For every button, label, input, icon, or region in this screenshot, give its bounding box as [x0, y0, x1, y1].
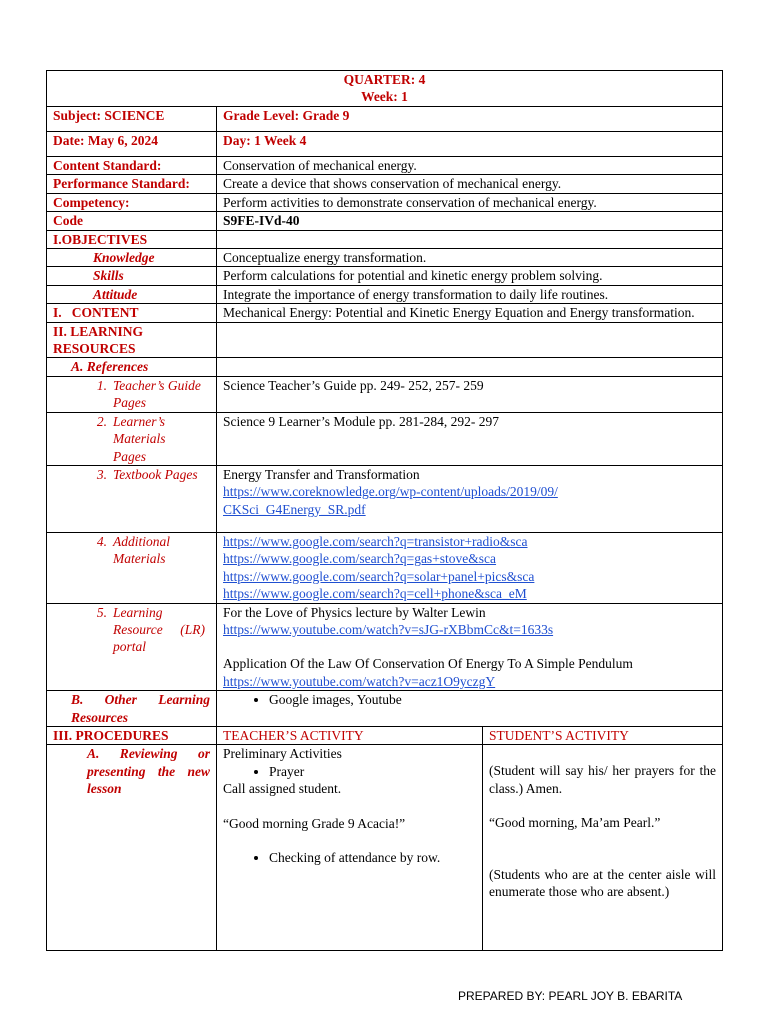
learning-resources-heading: II. LEARNING RESOURCES: [47, 322, 217, 358]
teachers-guide-value: Science Teacher’s Guide pp. 249- 252, 257- 259: [217, 376, 723, 412]
knowledge-label: Knowledge: [47, 249, 217, 267]
procedures-header-row: [47, 726, 723, 744]
date-cell: Date: May 6, 2024: [47, 132, 217, 157]
textbook-row: [47, 465, 723, 532]
additional-label: Additional Materials: [113, 533, 170, 567]
code-label: Code: [47, 212, 217, 230]
learning-resources-row: [47, 322, 723, 358]
learners-materials-value: Science 9 Learner’s Module pp. 281-284, 292- 297: [217, 412, 723, 465]
lesson-plan-table: [46, 70, 723, 951]
additional-num: 4.: [96, 533, 107, 549]
subject-row: [47, 107, 723, 132]
prayer-item: • Prayer: [269, 763, 476, 780]
prelim-activities: Preliminary Activities: [223, 746, 342, 762]
lr-portal-link2[interactable]: https://www.youtube.com/watch?v=acz1O9yczgY: [223, 673, 496, 689]
lr-portal-num: 5.: [96, 604, 107, 620]
student-absent: (Students who are at the center aisle will enumerate those who are absent.): [489, 866, 717, 899]
content-standard-value: Conservation of mechanical energy.: [217, 157, 723, 175]
teacher-greeting: “Good morning Grade 9 Acacia!”: [223, 815, 406, 831]
procedures-heading: III. PROCEDURES: [47, 726, 217, 744]
lr-portal-row: [47, 603, 723, 691]
content-value: Mechanical Energy: Potential and Kinetic Energy Equation and Energy transformation.: [217, 304, 723, 322]
skills-label: Skills: [47, 267, 217, 285]
objectives-heading: I.OBJECTIVES: [47, 230, 217, 248]
attendance-item: • Checking of attendance by row.: [269, 849, 476, 866]
competency-row: [47, 193, 723, 211]
additional-link-2[interactable]: https://www.google.com/search?q=gas+stove&sca: [223, 551, 497, 567]
student-activity-header: STUDENT’S ACTIVITY: [483, 726, 723, 744]
lr-portal-line1: For the Love of Physics lecture by Walter Lewin: [223, 604, 486, 620]
references-row: [47, 358, 723, 376]
textbook-link[interactable]: [223, 483, 716, 518]
learners-materials-label: Learner’s Materials Pages: [113, 413, 166, 464]
prepared-by-footer: PREPARED BY: PEARL JOY B. EBARITA: [458, 989, 683, 1003]
textbook-label: Textbook Pages: [113, 466, 198, 482]
textbook-num: 3.: [96, 466, 107, 482]
student-prayer: (Student will say his/ her prayers for the class.) Amen.: [489, 763, 717, 796]
textbook-link-line2[interactable]: CKSci_G4Energy_SR.pdf: [223, 501, 366, 517]
textbook-title: Energy Transfer and Transformation: [223, 466, 420, 482]
skills-value: Perform calculations for potential and kinetic energy problem solving.: [217, 267, 723, 285]
attitude-value: Integrate the importance of energy transformation to daily life routines.: [217, 285, 723, 303]
grade-level-cell: Grade Level: Grade 9: [217, 107, 723, 132]
learners-materials-num: 2.: [96, 413, 107, 429]
additional-link-3[interactable]: https://www.google.com/search?q=solar+panel+pics&sca: [223, 568, 535, 584]
competency-value: Perform activities to demonstrate conservation of mechanical energy.: [217, 193, 723, 211]
lr-portal-line2: Application Of the Law Of Conservation Of Energy To A Simple Pendulum: [223, 656, 633, 672]
other-resources-item: • Google images, Youtube: [269, 691, 716, 708]
content-label: I. CONTENT: [47, 304, 217, 322]
additional-link-1[interactable]: https://www.google.com/search?q=transistor+radio&sca: [223, 533, 528, 549]
skills-row: [47, 267, 723, 285]
performance-standard-value: Create a device that shows conservation of mechanical energy.: [217, 175, 723, 193]
teachers-guide-num: 1.: [96, 377, 107, 393]
call-student: Call assigned student.: [223, 781, 342, 797]
objectives-row: [47, 230, 723, 248]
teachers-guide-label: Teacher’s Guide Pages: [113, 377, 201, 411]
other-resources-label: B. Other Learning Resources: [47, 691, 217, 727]
quarter-label: QUARTER: 4: [343, 72, 426, 87]
reviewing-row: [47, 745, 723, 951]
performance-standard-label: Performance Standard:: [47, 175, 217, 193]
content-standard-row: [47, 157, 723, 175]
attitude-row: [47, 285, 723, 303]
additional-link-4[interactable]: https://www.google.com/search?q=cell+phone&sca_eM: [223, 586, 527, 602]
code-row: [47, 212, 723, 230]
knowledge-value: Conceptualize energy transformation.: [217, 249, 723, 267]
competency-label: Competency:: [47, 193, 217, 211]
reviewing-label: A. Reviewing or presenting the new lesson: [47, 745, 217, 951]
references-label: A. References: [47, 358, 217, 376]
textbook-link-line1[interactable]: https://www.coreknowledge.org/wp-content/uploads/2019/09/: [223, 484, 558, 500]
content-row: [47, 304, 723, 322]
additional-materials-row: [47, 532, 723, 603]
lr-portal-label: Learning Resource (LR) portal: [113, 604, 205, 655]
content-standard-label: Content Standard:: [47, 157, 217, 175]
week-label: Week: 1: [361, 89, 408, 105]
other-resources-row: [47, 691, 723, 727]
student-greeting: “Good morning, Ma’am Pearl.”: [489, 815, 661, 831]
knowledge-row: [47, 249, 723, 267]
learners-materials-row: [47, 412, 723, 465]
subject-cell: Subject: SCIENCE: [47, 107, 217, 132]
performance-standard-row: [47, 175, 723, 193]
header-row: [47, 71, 723, 107]
code-value: S9FE-IVd-40: [217, 212, 723, 230]
day-cell: Day: 1 Week 4: [217, 132, 723, 157]
teachers-guide-row: [47, 376, 723, 412]
date-row: [47, 132, 723, 157]
lr-portal-link1[interactable]: https://www.youtube.com/watch?v=sJG-rXBbmCc&t=1633s: [223, 621, 554, 637]
attitude-label: Attitude: [47, 285, 217, 303]
teacher-activity-header: TEACHER’S ACTIVITY: [217, 726, 483, 744]
